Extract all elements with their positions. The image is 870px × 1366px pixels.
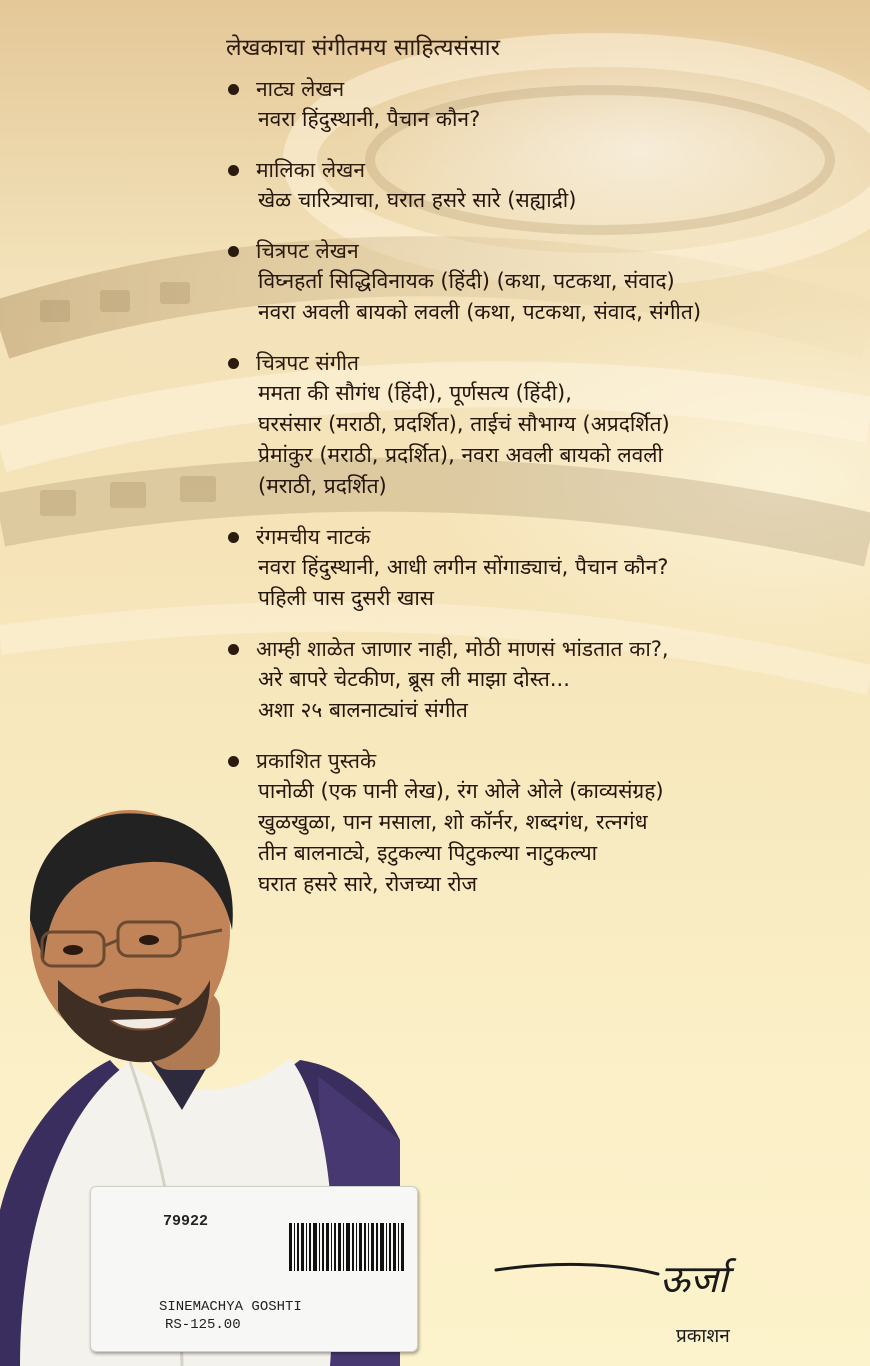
section-line: पानोळी (एक पानी लेख), रंग ओले ओले (काव्यसंग्रह) — [258, 779, 664, 803]
section-title-text: प्रकाशित पुस्तके — [256, 749, 377, 773]
section-line: ममता की सौगंध (हिंदी), पूर्णसत्य (हिंदी), — [258, 381, 572, 405]
section-line: अशा २५ बालनाट्यांचं संगीत — [258, 698, 468, 722]
section-title-text: चित्रपट लेखन — [256, 239, 359, 263]
publisher-logo — [490, 1240, 790, 1320]
section-line: अरे बापरे चेटकीण, ब्रूस ली माझा दोस्त... — [258, 667, 570, 691]
section-film-writing — [226, 236, 866, 328]
library-sticker — [90, 1186, 418, 1352]
section-line: घरसंसार (मराठी, प्रदर्शित), ताईचं सौभाग्य (अप्रदर्शित) — [258, 412, 670, 436]
section-line: तीन बालनाट्ये, इटुकल्या पिटुकल्या नाटुकल्या — [258, 841, 598, 865]
bullet-icon — [228, 756, 239, 767]
section-line: खुळखुळा, पान मसाला, शो कॉर्नर, शब्दगंध, रत्नगंध — [258, 810, 648, 834]
section-line: नवरा हिंदुस्थानी, आधी लगीन सोंगाड्याचं, पैचान कौन? — [258, 555, 669, 579]
book-title-label: SINEMACHYA GOSHTI — [159, 1299, 302, 1315]
bullet-icon — [228, 644, 239, 655]
section-title — [226, 155, 866, 185]
section-line: प्रेमांकुर (मराठी, प्रदर्शित), नवरा अवली बायको लवली — [258, 443, 663, 467]
section-drama-writing — [226, 74, 866, 135]
accession-number: 79922 — [163, 1213, 209, 1230]
works-list — [226, 74, 866, 920]
section-film-music — [226, 348, 866, 502]
barcode-icon — [289, 1223, 407, 1271]
bullet-icon — [228, 358, 239, 369]
section-title — [226, 634, 866, 664]
section-title — [226, 74, 866, 104]
section-title — [226, 522, 866, 552]
section-title-text: आम्ही शाळेत जाणार नाही, मोठी माणसं भांडतात का?, — [256, 637, 669, 661]
section-line: नवरा अवली बायको लवली (कथा, पटकथा, संवाद, संगीत) — [258, 300, 702, 324]
section-title — [226, 348, 866, 378]
svg-text:ऊर्जा: ऊर्जा — [660, 1257, 728, 1301]
page-heading: लेखकाचा संगीतमय साहित्यसंसार — [226, 35, 501, 61]
publisher-label: प्रकाशन — [676, 1325, 730, 1347]
section-serial-writing — [226, 155, 866, 216]
section-line: (मराठी, प्रदर्शित) — [258, 474, 387, 498]
section-line: खेळ चारित्र्याचा, घरात हसरे सारे (सह्याद्री) — [258, 188, 577, 212]
section-title-text: चित्रपट संगीत — [256, 351, 359, 375]
price-label: RS-125.00 — [165, 1317, 241, 1333]
section-title-text: मालिका लेखन — [256, 158, 365, 182]
section-line: पहिली पास दुसरी खास — [258, 586, 434, 610]
section-title — [226, 746, 866, 776]
section-children-plays — [226, 634, 866, 726]
bullet-icon — [228, 165, 239, 176]
section-title-text: रंगमचीय नाटकं — [256, 525, 371, 549]
section-title — [226, 236, 866, 266]
bullet-icon — [228, 84, 239, 95]
bullet-icon — [228, 532, 239, 543]
section-line: विघ्नहर्ता सिद्धिविनायक (हिंदी) (कथा, पटकथा, संवाद) — [258, 269, 675, 293]
section-line: नवरा हिंदुस्थानी, पैचान कौन? — [258, 107, 481, 131]
section-line: घरात हसरे सारे, रोजच्या रोज — [258, 872, 478, 896]
section-stage-plays — [226, 522, 866, 614]
section-title-text: नाट्य लेखन — [256, 77, 345, 101]
bullet-icon — [228, 246, 239, 257]
